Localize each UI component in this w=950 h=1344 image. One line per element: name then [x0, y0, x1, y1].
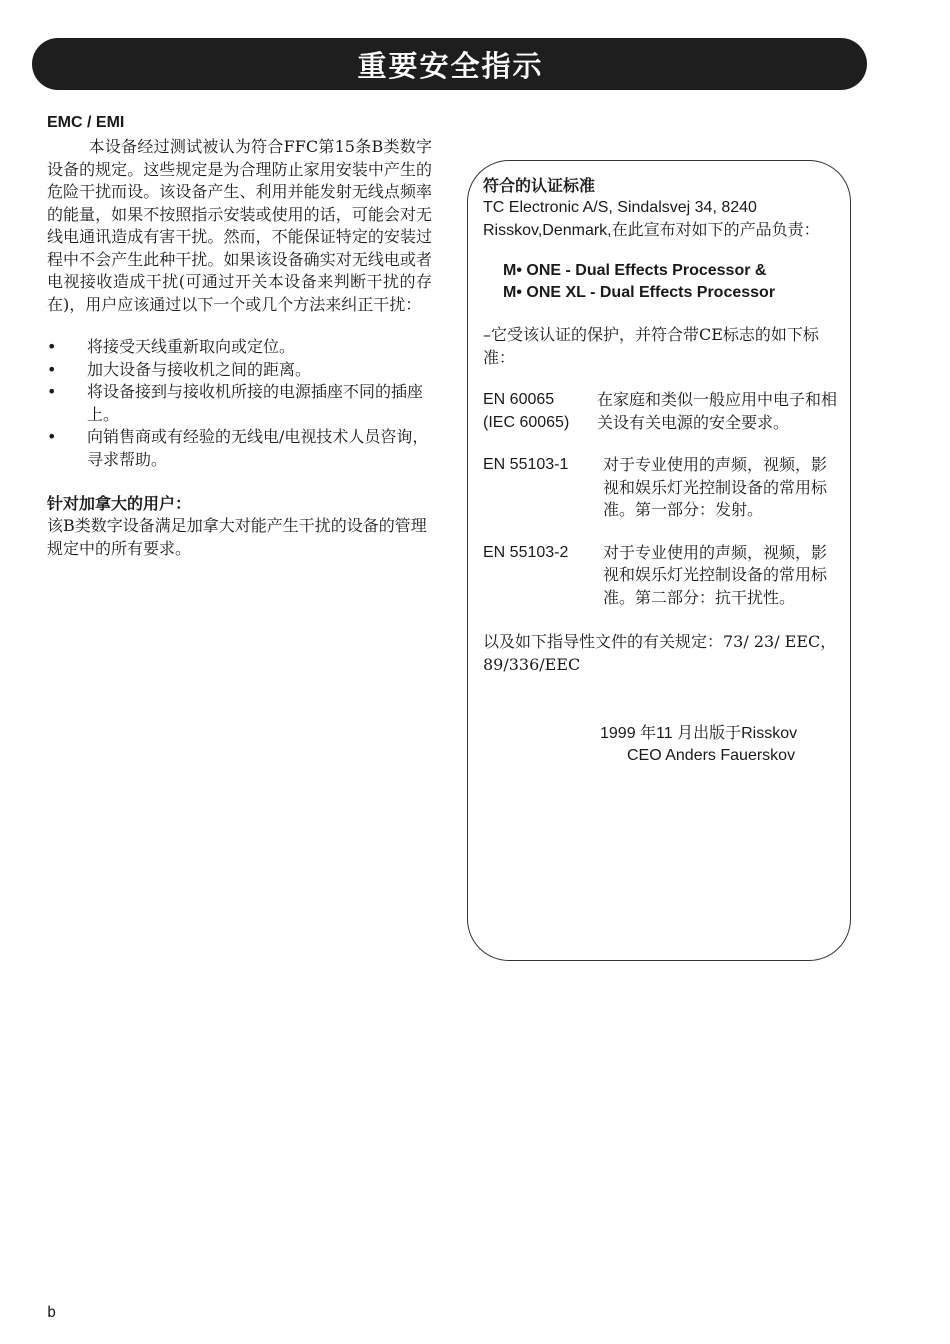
list-item [47, 336, 432, 359]
standard-code: EN 55103-1 [483, 456, 569, 473]
protection-statement: –它受该认证的保护，并符合带CE标志的如下标准： [483, 325, 819, 367]
page-number: b [47, 1303, 57, 1321]
canada-heading: 针对加拿大的用户： [47, 494, 192, 513]
emc-bullet-list [47, 336, 432, 471]
bullet-text: 将接受天线重新取向或定位。 [87, 337, 296, 356]
standard-row [483, 454, 839, 522]
product-item: M• ONE XL - Dual Effects Processor [503, 284, 776, 301]
signature-block [483, 723, 839, 767]
bullet-text: 加大设备与接收机之间的距离。 [87, 359, 312, 379]
bullet-dot: • [47, 359, 57, 379]
list-item [47, 381, 432, 426]
standard-description: 在家庭和类似一般应用中电子和相关设有关电源的安全要求。 [597, 390, 838, 432]
product-list [503, 260, 839, 304]
emc-section [47, 112, 432, 560]
header-bar [32, 38, 867, 90]
standard-description: 对于专业使用的声频，视频，影视和娱乐灯光控制设备的常用标准。第二部分：抗干扰性。 [603, 542, 828, 607]
page-title: 重要安全指示 [357, 48, 544, 83]
standard-description: 对于专业使用的声频，视频，影视和娱乐灯光控制设备的常用标准。第一部分：发射。 [603, 455, 828, 519]
standard-row [483, 389, 839, 434]
certification-box [467, 160, 851, 961]
canada-body: 该B类数字设备满足加拿大对能产生干扰的设备的管理规定中的所有要求。 [47, 516, 427, 558]
standard-code: EN 60065 (IEC 60065) [483, 391, 570, 431]
product-item: M• ONE - Dual Effects Processor & [503, 262, 767, 279]
bullet-dot: • [47, 427, 57, 446]
emc-heading: EMC / EMI [47, 114, 125, 131]
bullet-text: 将设备接到与接收机所接的电源插座不同的插座上。 [87, 382, 424, 424]
certification-title: 符合的认证标准 [483, 176, 596, 195]
list-item [47, 359, 432, 382]
bullet-dot: • [47, 382, 57, 401]
bullet-dot: • [47, 337, 57, 356]
certification-intro: TC Electronic A/S, Sindalsvej 34, 8240 Risskov,Denmark,在此宣布对如下的产品负责： [483, 199, 820, 239]
emc-body: 本设备经过测试被认为符合FFC第15条B类数字设备的规定。这些规定是为合理防止家用安装中产生的危险干扰而设。该设备产生、利用并能发射无线点频率的能量，如果不按照指示安装或使用的话，可能会对无线电通讯造成有害干扰。然而，不能保证特定的安装过程中不会产生此种干扰。如果该设备确实对无线电或者电视接收造成干扰(可通过开关本设备来判断干扰的存在)，用户应该通过以下一个或几个方法来纠正干扰： [47, 137, 432, 314]
list-item [47, 426, 432, 471]
signature-ceo: CEO Anders Fauerskov [627, 747, 796, 764]
standard-row [483, 542, 839, 610]
standard-code: EN 55103-2 [483, 543, 569, 561]
directives-text: 以及如下指导性文件的有关规定：73/ 23/ EEC，89/336/EEC [483, 632, 837, 674]
bullet-text: 向销售商或有经验的无线电/电视技术人员咨询，寻求帮助。 [87, 427, 429, 469]
signature-date: 1999 年11 月出版于Risskov [600, 725, 798, 742]
certification-content [483, 175, 839, 767]
